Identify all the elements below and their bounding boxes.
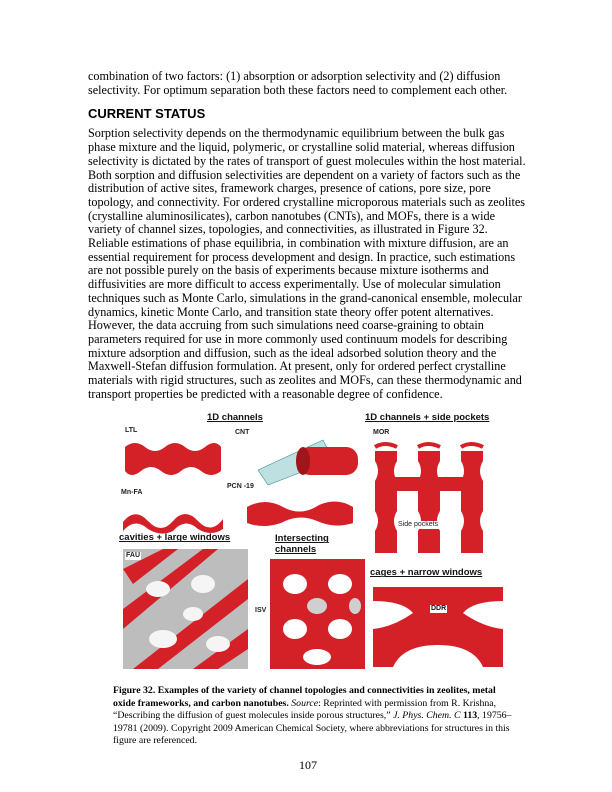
group-cages-narrow-windows: cages + narrow windows <box>370 567 483 579</box>
caption-text-1: : Reprinted with permission from R. Krishna, “Describing the diffusion of guest molecules inside porous structures,” <box>113 697 497 722</box>
caption-volume: 113 <box>460 710 478 722</box>
label-isv: ISV <box>255 607 267 615</box>
intro-paragraph: combination of two factors: (1) absorption or adsorption selectivity and (2) diffusion selectivity. For optimum separation both these factors need to complement each other. <box>88 69 508 97</box>
group-1d-channels: 1D channels <box>207 412 263 424</box>
isv-structure-image <box>270 559 365 669</box>
ltl-structure-image <box>123 439 223 479</box>
mor-structure-image <box>370 441 490 559</box>
section-heading: CURRENT STATUS <box>88 106 206 122</box>
label-ltl: LTL <box>125 427 138 435</box>
caption-journal: J. Phys. Chem. C <box>393 710 461 722</box>
page-number: 107 <box>299 757 317 772</box>
fau-structure-image <box>123 549 248 669</box>
ddr-structure-image <box>373 587 503 667</box>
group-1d-channels-side-pockets: 1D channels + side pockets <box>365 412 490 424</box>
page-column <box>88 70 528 773</box>
label-mor: MOR <box>373 429 390 437</box>
label-ddr: DDR <box>431 605 447 613</box>
label-side-pockets: Side pockets <box>398 521 439 529</box>
group-cavities-large-windows: cavities + large windows <box>119 532 231 544</box>
caption-title: Figure 32. Examples of the variety of channel topologies and connectivities in zeolites, metal oxide frameworks, and carbon nanotubes. <box>113 685 496 709</box>
pcn19-structure-image <box>245 495 355 529</box>
figure-32 <box>115 409 510 671</box>
label-mnfa: Mn-FA <box>121 489 143 497</box>
cnt-structure-image <box>253 435 363 485</box>
caption-source-label: Source <box>291 697 319 709</box>
label-fau: FAU <box>126 552 140 560</box>
caption-text-2: , 19756–19781 (2009). Copyright 2009 American Chemical Society, where abbreviations for structures in this figure are referenced. <box>113 710 512 747</box>
body-paragraph: Sorption selectivity depends on the thermodynamic equilibrium between the bulk gas phase mixture and the liquid, polymeric, or crystalline solid material, whereas diffusion selectivity is dictated by the rates of transport of guest molecules within the host material. Both sorption and diffusion selectivities are dependent on a variety of factors such as the distribution of active sites, framework charges, presence of cations, pore size, pore topology, and connectivity. For ordered crystalline microporous materials such as zeolites (crystalline aluminosilicates), carbon nanotubes (CNTs), and MOFs, there is a wide variety of channel sizes, topologies, and connectivities, as illustrated in Figure 32. Reliable estimations of phase equilibria, in combination with mixture diffusion, are an essential requirement for process development and design. In practice, such estimations are not possible purely on the basis of experiments because mixture isotherms and diffusivities are more difficult to access experimentally. Use of molecular simulation techniques such as Monte Carlo, simulations in the grand-canonical ensemble, molecular dynamics, kinetic Monte Carlo, and transition state theory offer potent alternatives. However, the data accruing from such simulations need coarse-graining to obtain parameters required for use in more commonly used continuum models for describing mixture adsorption and diffusion, such as the ideal adsorbed solution theory and the Maxwell-Stefan diffusion formulation. At present, only for ordered perfect crystalline materials with rigid structures, such as zeolites and MOFs, can these thermodynamic and transport properties be predicted with a reasonable degree of confidence. <box>88 126 526 401</box>
label-pcn19: PCN -19 <box>227 483 254 491</box>
label-cnt: CNT <box>235 429 250 437</box>
figure-caption <box>113 685 518 747</box>
group-intersecting-channels: Intersecting channels <box>275 533 329 556</box>
